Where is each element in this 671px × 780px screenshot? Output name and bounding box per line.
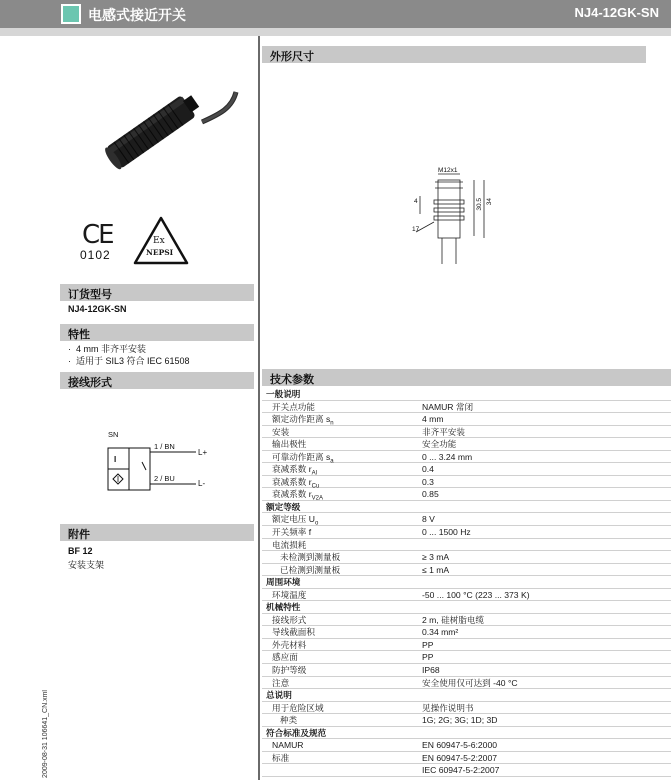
spec-category — [262, 388, 671, 401]
spec-category-label: 总说明 — [266, 690, 292, 701]
spec-label-subscript: n — [330, 420, 334, 427]
spec-label: 环境温度 — [272, 589, 307, 600]
dimensions-heading: 外形尺寸 — [262, 46, 646, 63]
header-rule — [0, 28, 671, 36]
spec-category-label: 符合标准及规范 — [266, 727, 327, 738]
spec-row — [262, 677, 671, 690]
spec-value: EN 60947-5-6:2000 — [422, 740, 498, 751]
spec-label: 标准 — [272, 752, 290, 763]
features-heading: 特性 — [60, 324, 254, 341]
model-number: NJ4-12GK-SN — [574, 5, 659, 20]
nepsi-name: NEPSI — [146, 248, 174, 257]
spec-label: 可靠动作距离 $s_a$ — [272, 451, 334, 465]
spec-label: 安装 — [272, 426, 290, 437]
spec-label-subscript: a — [330, 458, 334, 465]
spec-row — [262, 426, 671, 439]
spec-category — [262, 601, 671, 614]
spec-value: 安全使用仅可达到 -40 °C — [422, 677, 518, 688]
wiring-sn-label: SN — [108, 430, 119, 439]
spec-category — [262, 727, 671, 740]
spec-value: EN 60947-5-2:2007 — [422, 752, 498, 763]
spec-label: 开关频率 f — [272, 527, 312, 538]
spec-row — [262, 463, 671, 476]
spec-label: 电流损耗 — [272, 539, 307, 550]
spec-label: 开关点功能 — [272, 401, 315, 412]
nepsi-ex-text: Ex — [153, 236, 165, 246]
spec-category-label: 机械特性 — [266, 602, 301, 613]
spec-value: ≤ 1 mA — [422, 564, 450, 575]
spec-label: NAMUR — [272, 740, 304, 751]
wire-1-label: 1 / BN — [154, 442, 175, 451]
spec-label: 感应面 — [272, 652, 298, 663]
spec-value: 0 ... 3.24 mm — [422, 451, 473, 462]
specs-table — [262, 388, 671, 777]
spec-label: 种类 — [280, 715, 298, 726]
spec-value: 1G; 2G; 3G; 1D; 3D — [422, 715, 498, 726]
column-divider — [258, 36, 260, 780]
spec-value: PP — [422, 639, 434, 650]
spec-row — [262, 702, 671, 715]
spec-value: ≥ 3 mA — [422, 552, 450, 563]
spec-value: 0.34 mm² — [422, 627, 459, 638]
spec-row — [262, 551, 671, 564]
spec-value: NAMUR 常闭 — [422, 401, 474, 412]
spec-value: 8 V — [422, 514, 435, 525]
spec-value: 0.3 — [422, 476, 434, 487]
dimension-drawing — [408, 168, 498, 266]
spec-label: 接线形式 — [272, 614, 307, 625]
spec-value: 非齐平安装 — [422, 426, 465, 437]
document-stamp: 2009-08-31 106641_CN.xml — [42, 690, 49, 778]
spec-row — [262, 438, 671, 451]
spec-label-subscript: o — [314, 521, 319, 528]
accessory-name: BF 12 — [68, 546, 93, 556]
dim-34: 34 — [486, 198, 493, 206]
spec-label: 防护等级 — [272, 665, 307, 676]
spec-value: 0.4 — [422, 464, 434, 475]
spec-row — [262, 564, 671, 577]
spec-category — [262, 501, 671, 514]
spec-row — [262, 488, 671, 501]
spec-category-label: 一般说明 — [266, 389, 301, 399]
spec-category-label: 周围环境 — [266, 577, 301, 588]
accessories-heading: 附件 — [60, 524, 254, 541]
spec-row — [262, 764, 671, 777]
spec-row — [262, 714, 671, 727]
spec-value: 4 mm — [422, 414, 444, 425]
spec-value: IEC 60947-5-2:2007 — [422, 765, 500, 776]
wiring-heading: 接线形式 — [60, 372, 254, 389]
dim-30-5: 30.5 — [476, 198, 483, 211]
accessory-desc: 安装支架 — [68, 560, 105, 570]
spec-value: 安全功能 — [422, 439, 457, 450]
spec-row — [262, 664, 671, 677]
spec-row — [262, 752, 671, 765]
spec-value: 0.85 — [422, 489, 439, 500]
spec-category-label: 额定等级 — [266, 501, 301, 512]
spec-row — [262, 639, 671, 652]
spec-value: 0 ... 1500 Hz — [422, 527, 471, 538]
spec-label: 衰减系数 $r_{V2A}$ — [272, 489, 323, 503]
spec-row — [262, 451, 671, 464]
spec-row — [262, 626, 671, 639]
order-value: NJ4-12GK-SN — [68, 304, 127, 314]
spec-row — [262, 401, 671, 414]
spec-label-subscript: Cu — [311, 483, 320, 490]
spec-row — [262, 651, 671, 664]
brand-logo-icon — [61, 4, 81, 24]
dim-thread: M12x1 — [438, 167, 458, 174]
spec-row — [262, 614, 671, 627]
spec-row — [262, 739, 671, 752]
ce-mark-icon: CE — [82, 220, 113, 250]
spec-row — [262, 513, 671, 526]
spec-category — [262, 689, 671, 702]
spec-row — [262, 589, 671, 602]
spec-label: 衰减系数 $r_{Cu}$ — [272, 476, 320, 490]
spec-label-subscript: Al — [311, 471, 317, 477]
spec-label: 注意 — [272, 677, 290, 688]
feature-item: · 4 mm 非齐平安装 — [68, 344, 147, 354]
spec-value: 2 m, 硅树脂电缆 — [422, 614, 485, 625]
spec-label: 额定动作距离 $s_n$ — [272, 414, 334, 427]
spec-value: IP68 — [422, 665, 440, 676]
spec-label: 额定电压 $U_o$ — [272, 514, 319, 528]
wire-2-label: 2 / BU — [154, 474, 175, 483]
spec-label: 外壳材料 — [272, 639, 307, 650]
spec-row — [262, 413, 671, 426]
spec-row — [262, 476, 671, 489]
spec-value: -50 ... 100 °C (223 ... 373 K) — [422, 589, 530, 600]
spec-category — [262, 576, 671, 589]
spec-row — [262, 526, 671, 539]
spec-label: 输出极性 — [272, 439, 307, 450]
wiring-box-i: I — [114, 455, 117, 464]
spec-label: 导线截面积 — [272, 627, 315, 638]
spec-value: PP — [422, 652, 434, 663]
dim-17: 17 — [412, 226, 420, 233]
ce-number: 0102 — [80, 248, 111, 262]
spec-label-subscript: V2A — [311, 496, 323, 503]
product-photo — [90, 78, 240, 178]
spec-label: 已检测到测量板 — [280, 564, 341, 575]
specs-heading: 技术参数 — [262, 369, 671, 386]
spec-row — [262, 539, 671, 552]
spec-value: 见操作说明书 — [422, 702, 474, 713]
order-heading: 订货型号 — [60, 284, 254, 301]
spec-label: 用于危险区域 — [272, 702, 324, 713]
spec-label: 未检测到测量板 — [280, 552, 341, 563]
spec-label: 衰减系数 $r_{Al}$ — [272, 464, 317, 477]
wire-minus-label: L- — [198, 479, 206, 488]
feature-item: · 适用于 SIL3 符合 IEC 61508 — [68, 356, 190, 366]
wire-plus-label: L+ — [198, 448, 208, 457]
page-title: 电感式接近开关 — [88, 8, 186, 24]
dim-4: 4 — [414, 198, 418, 205]
